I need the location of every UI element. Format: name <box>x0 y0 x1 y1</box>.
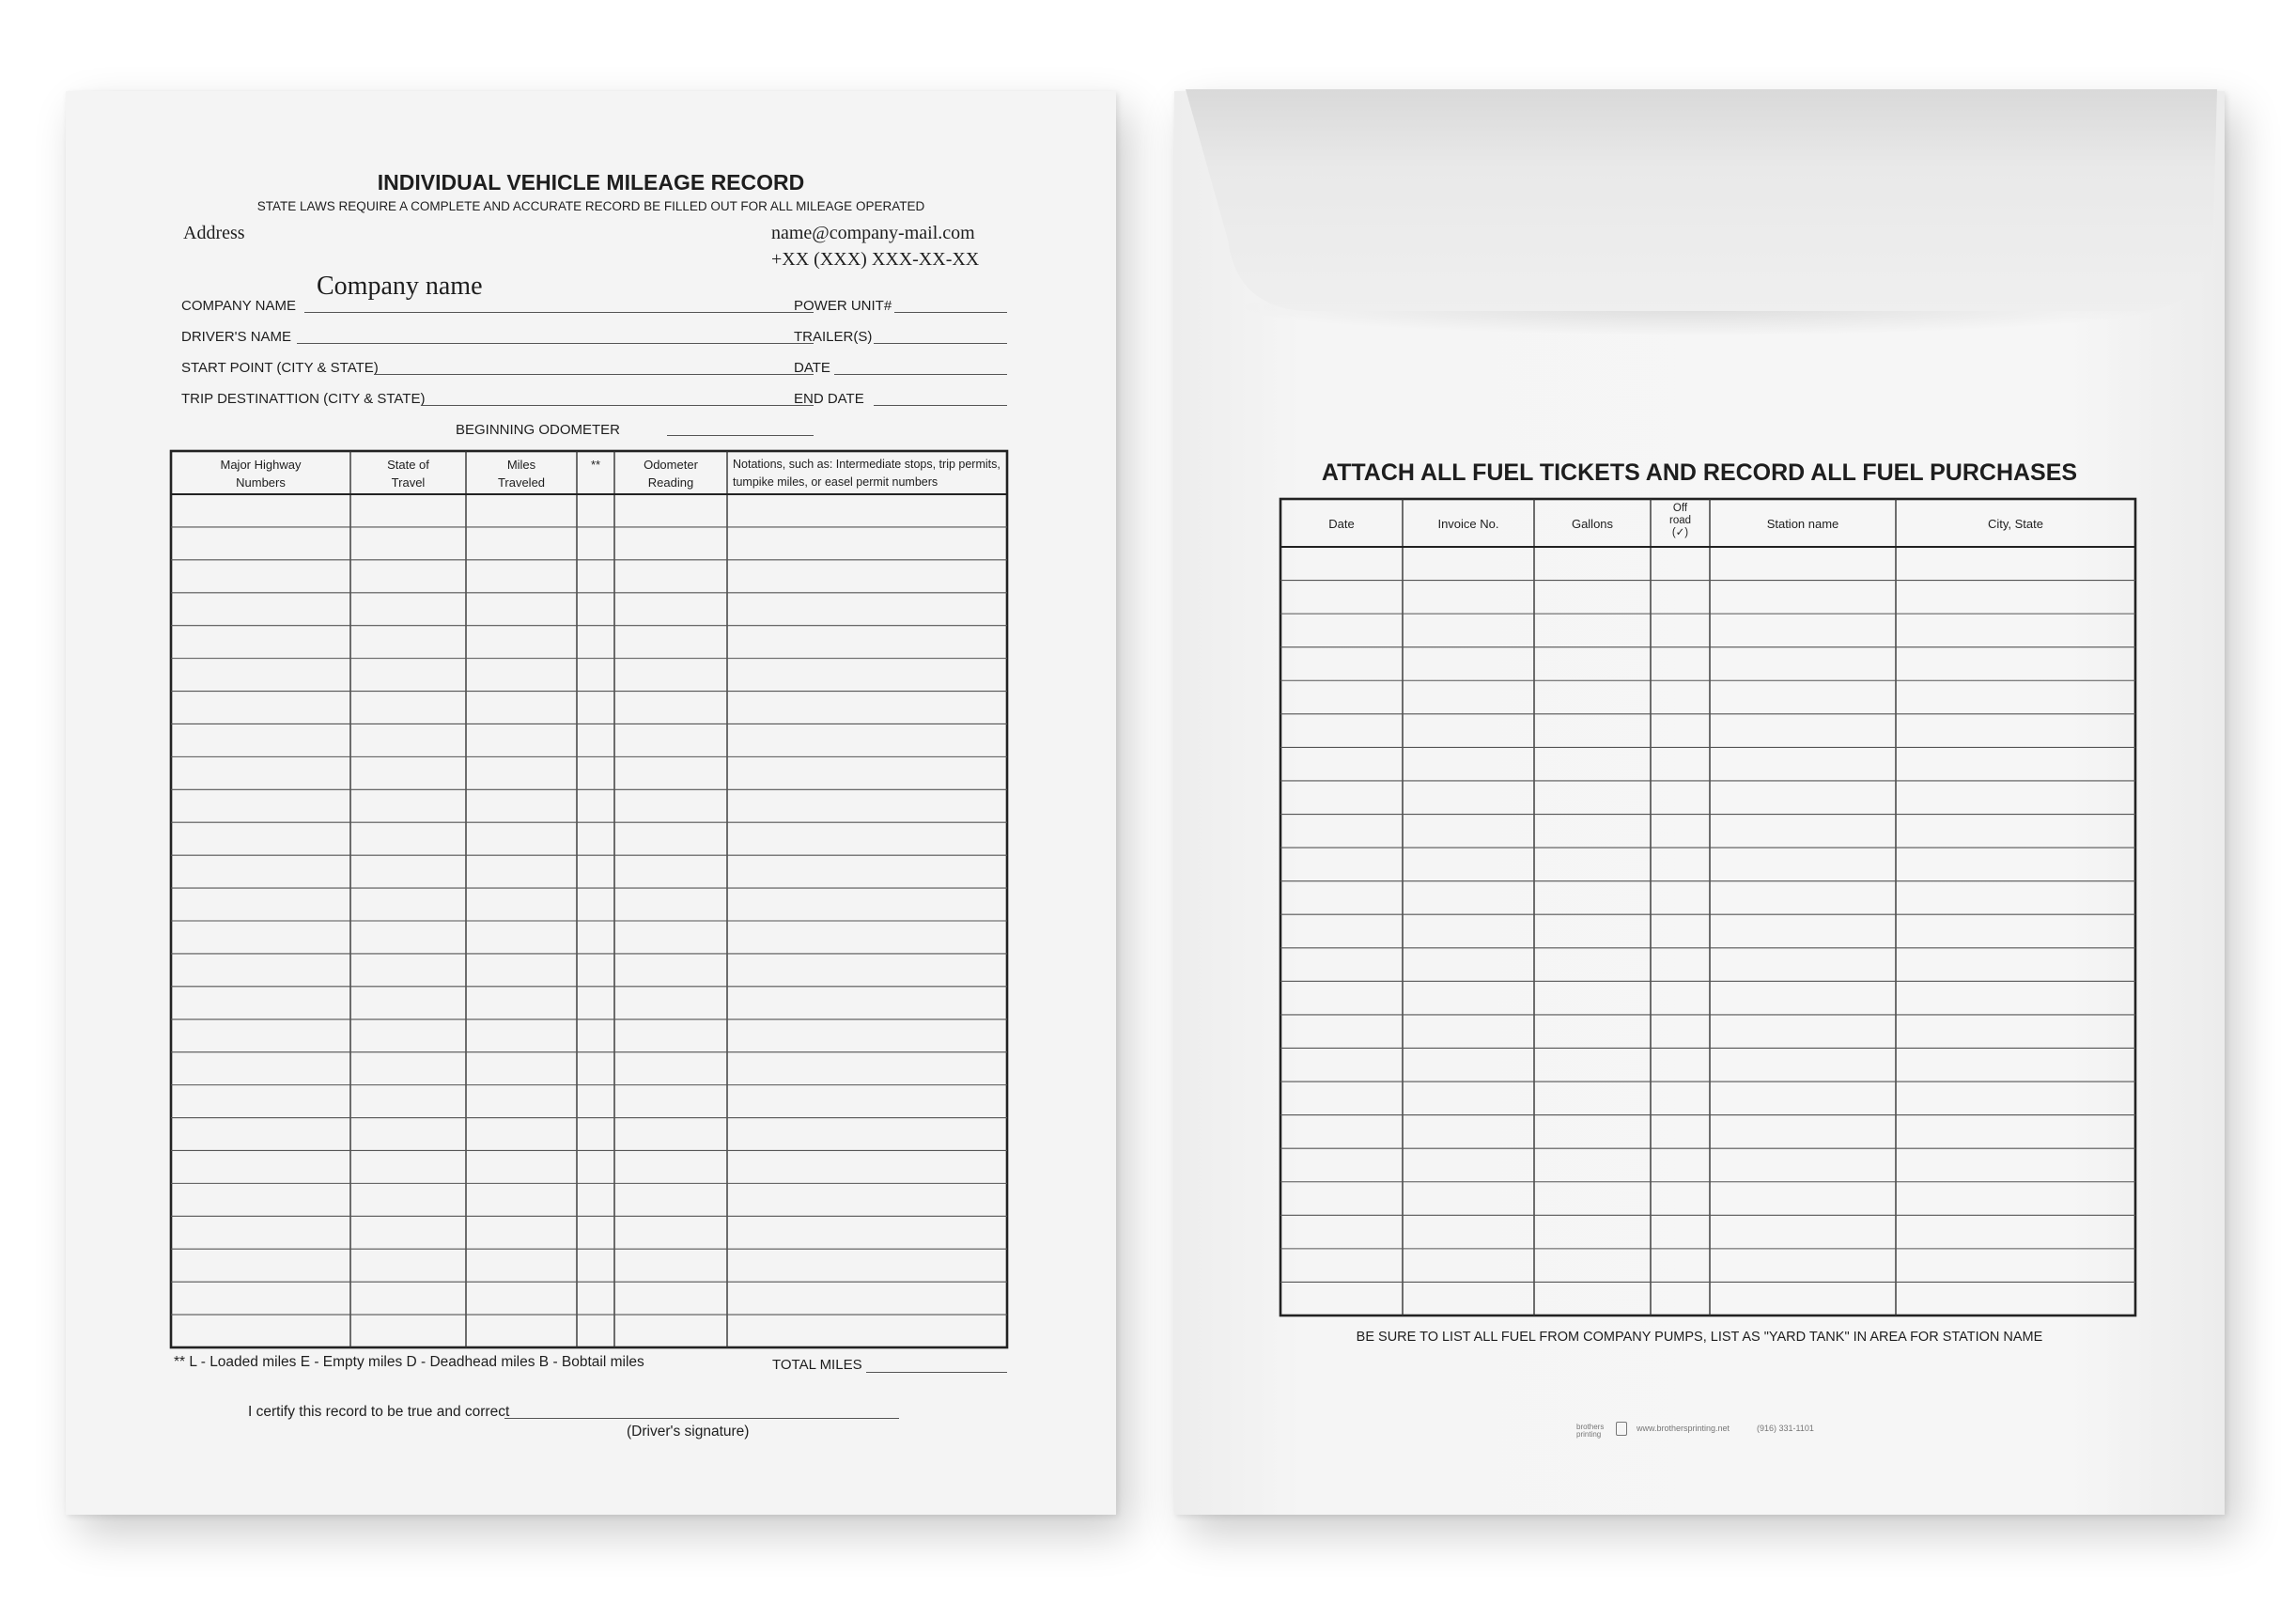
fuel-table[interactable] <box>1280 499 2135 1315</box>
date-label: DATE <box>794 360 830 376</box>
end-date-label: END DATE <box>794 391 864 407</box>
mileage-table-row[interactable] <box>171 1020 1007 1052</box>
col-header-odometer: Odometer Reading <box>644 458 698 490</box>
mileage-table-row[interactable] <box>171 1315 1007 1347</box>
col-header-offroad: Off road (✓) <box>1668 503 1692 538</box>
trailers-label: TRAILER(S) <box>794 329 873 345</box>
end-date-line[interactable] <box>874 405 1007 406</box>
mileage-table-row[interactable] <box>171 593 1007 626</box>
mileage-table-row[interactable] <box>171 1052 1007 1085</box>
fuel-table-row[interactable] <box>1280 914 2135 948</box>
mileage-table-row[interactable] <box>171 659 1007 692</box>
certify-text: I certify this record to be true and correct <box>248 1404 510 1420</box>
mileage-table-row[interactable] <box>171 954 1007 987</box>
fuel-table-row[interactable] <box>1280 848 2135 881</box>
mileage-table-row[interactable] <box>171 626 1007 659</box>
fuel-table-row[interactable] <box>1280 1048 2135 1082</box>
brand-logo-icon <box>1616 1422 1627 1436</box>
mileage-table-row[interactable] <box>171 888 1007 921</box>
beginning-odometer-label: BEGINNING ODOMETER <box>456 422 621 438</box>
fuel-table-row[interactable] <box>1280 815 2135 848</box>
fuel-table-row[interactable] <box>1280 881 2135 915</box>
mileage-table-row[interactable] <box>171 1150 1007 1183</box>
col-header-highway: Major Highway Numbers <box>220 458 302 490</box>
fuel-table-row[interactable] <box>1280 714 2135 748</box>
col-header-invoice: Invoice No. <box>1437 517 1499 531</box>
col-header-date: Date <box>1328 517 1355 531</box>
beginning-odometer-line[interactable] <box>667 435 814 436</box>
fuel-footer-note: BE SURE TO LIST ALL FUEL FROM COMPANY PUMPS, LIST AS "YARD TANK" IN AREA FOR STATION NAME <box>1356 1330 2043 1345</box>
mileage-record-title: INDIVIDUAL VEHICLE MILEAGE RECORD <box>377 170 805 195</box>
fuel-table-row[interactable] <box>1280 614 2135 647</box>
drivers-name-label: DRIVER'S NAME <box>181 329 292 345</box>
fuel-table-row[interactable] <box>1280 1148 2135 1182</box>
fuel-table-row[interactable] <box>1280 680 2135 714</box>
fuel-table-row[interactable] <box>1280 1115 2135 1149</box>
brand-website[interactable]: www.brothersprinting.net <box>1637 1424 1730 1433</box>
fuel-table-row[interactable] <box>1280 647 2135 681</box>
company-name-label: COMPANY NAME <box>181 298 296 314</box>
mileage-record-sheet <box>66 91 1116 1515</box>
mileage-table-row[interactable] <box>171 724 1007 756</box>
mileage-table-row[interactable] <box>171 987 1007 1020</box>
fuel-record-title: ATTACH ALL FUEL TICKETS AND RECORD ALL FUEL PURCHASES <box>1321 459 2078 486</box>
col-header-gallons: Gallons <box>1571 517 1614 531</box>
date-line[interactable] <box>834 374 1007 375</box>
mileage-table-row[interactable] <box>171 1183 1007 1216</box>
mileage-table-row[interactable] <box>171 560 1007 593</box>
power-unit-label: POWER UNIT# <box>794 298 892 314</box>
start-point-label: START POINT (CITY & STATE) <box>181 360 379 376</box>
phone-text: +XX (XXX) XXX-XX-XX <box>771 249 980 270</box>
address-text: Address <box>183 223 245 243</box>
mileage-table-row[interactable] <box>171 789 1007 822</box>
trip-destination-label: TRIP DESTINATTION (CITY & STATE) <box>181 391 426 407</box>
mileage-table-row[interactable] <box>171 1118 1007 1151</box>
col-header-type: ** <box>590 458 601 472</box>
total-miles-label: TOTAL MILES <box>772 1357 862 1373</box>
drivers-name-line[interactable] <box>297 343 814 344</box>
fuel-table-row[interactable] <box>1280 948 2135 982</box>
mileage-table[interactable] <box>171 451 1007 1347</box>
col-header-city-state: City, State <box>1987 517 2043 531</box>
mileage-table-row[interactable] <box>171 494 1007 527</box>
start-point-line[interactable] <box>374 374 814 375</box>
mileage-table-row[interactable] <box>171 921 1007 954</box>
email-text: name@company-mail.com <box>771 223 975 243</box>
company-name-value[interactable]: Company name <box>317 272 483 301</box>
trailers-line[interactable] <box>874 343 1007 344</box>
fuel-envelope-sheet <box>1174 91 2225 1515</box>
total-miles-line[interactable] <box>866 1372 1007 1373</box>
fuel-table-row[interactable] <box>1280 581 2135 615</box>
mileage-table-row[interactable] <box>171 1249 1007 1282</box>
signature-line[interactable] <box>504 1418 899 1419</box>
fuel-table-row[interactable] <box>1280 981 2135 1015</box>
mileage-table-row[interactable] <box>171 1216 1007 1249</box>
brand-name: brothers printing <box>1576 1423 1605 1439</box>
col-header-notations: Notations, such as: Intermediate stops, trip permits, tumpike miles, or easel permit numbers <box>733 458 1001 489</box>
fuel-table-row[interactable] <box>1280 1015 2135 1049</box>
mileage-table-row[interactable] <box>171 855 1007 888</box>
miles-legend: ** L - Loaded miles E - Empty miles D - Deadhead miles B - Bobtail miles <box>174 1354 644 1370</box>
mileage-table-row[interactable] <box>171 1085 1007 1118</box>
envelope-flap[interactable] <box>1186 89 2217 313</box>
power-unit-line[interactable] <box>894 312 1007 313</box>
mileage-table-row[interactable] <box>171 822 1007 855</box>
signature-caption: (Driver's signature) <box>627 1424 750 1440</box>
fuel-table-row[interactable] <box>1280 1182 2135 1216</box>
mileage-table-row[interactable] <box>171 1282 1007 1315</box>
fuel-table-row[interactable] <box>1280 781 2135 815</box>
fuel-table-row[interactable] <box>1280 1215 2135 1249</box>
fuel-table-row[interactable] <box>1280 1082 2135 1115</box>
fuel-table-row[interactable] <box>1280 747 2135 781</box>
mileage-record-subtitle: STATE LAWS REQUIRE A COMPLETE AND ACCURATE RECORD BE FILLED OUT FOR ALL MILEAGE OPERATED <box>256 199 925 213</box>
fuel-table-row[interactable] <box>1280 547 2135 581</box>
fuel-table-row[interactable] <box>1280 1282 2135 1315</box>
mileage-table-row[interactable] <box>171 527 1007 560</box>
mileage-table-row[interactable] <box>171 692 1007 724</box>
col-header-station: Station name <box>1766 517 1839 531</box>
col-header-miles: Miles Traveled <box>497 458 546 490</box>
brand-phone: (916) 331-1101 <box>1757 1424 1814 1433</box>
col-header-state: State of Travel <box>387 458 429 490</box>
mileage-table-row[interactable] <box>171 756 1007 789</box>
fuel-table-row[interactable] <box>1280 1249 2135 1283</box>
trip-destination-line[interactable] <box>421 405 814 406</box>
company-name-line[interactable] <box>304 312 814 313</box>
